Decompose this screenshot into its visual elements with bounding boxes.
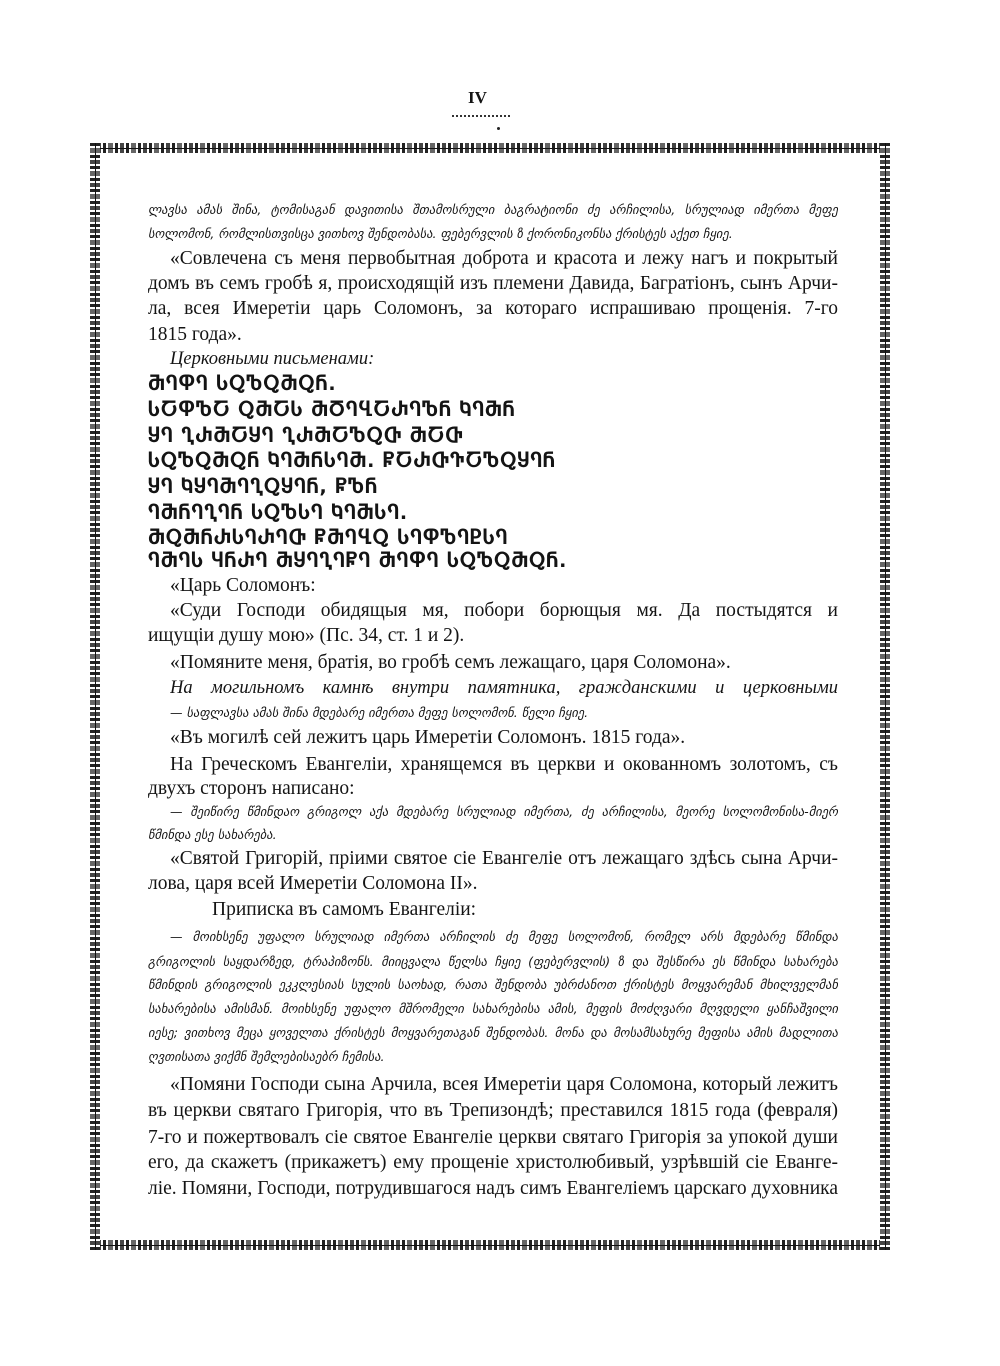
section-heading: Приписка въ самомъ Евангеліи: <box>212 899 477 920</box>
georgian-line: — საფლავსა ამას შინა მდებარე იმერთა მეფე სოლომონ. წელი ჩყიე. <box>170 705 589 720</box>
text-line: его, да скажетъ (прикажетъ) ему прощеніе христолюбивый, узрѣвшій сіе Еванге- <box>148 1152 838 1173</box>
ornamental-border-bottom <box>92 1240 888 1250</box>
georgian-line: სოლომონ, რომლისთვისცა ვითხოვ შენდობასა. ფებერვლის ზ ქორონიკონსა ქრისტეს აქეთ ჩყიე. <box>148 226 733 241</box>
georgian-line: წმინდა ესე სახარება. <box>148 827 277 842</box>
georgian-line: იესე; ვითხოვ მეცა ყოველთა ქრისტეს მოყვარეთაგან შენდობას. მონა და მოსამსახურე მეფისა ამის მადლითა <box>148 1025 838 1040</box>
text-line: «Царь Соломонъ: <box>170 575 316 596</box>
georgian-line: — მოიხსენე უფალო სრულიად იმერთა არჩილის ძე მეფე სოლომონ, რომელ არს მდებარე წმინდა <box>170 929 838 944</box>
text-line: ищущіи душу мою» (Пс. 34, ст. 1 и 2). <box>148 625 465 646</box>
text-line: «Помяните меня, братія, во гробѣ семъ лежащаго, царя Соломона». <box>170 652 731 673</box>
text-line: «Помяни Господи сына Арчила, всея Имеретіи царя Соломона, который лежитъ <box>170 1074 838 1095</box>
text-line: въ церкви святаго Григорія, что въ Трепизондѣ; преставился 1815 года (февраля) <box>148 1100 838 1121</box>
text-line: «Совлечена съ меня первобытная доброта и красота и лежу нагъ и покрытый <box>170 248 838 269</box>
church-script-line: ႫႤႴႤ ႱႭႪႭႫႭႬ. <box>148 373 337 395</box>
page-number-underline <box>452 112 510 117</box>
church-script-line: ႸႤ ႢႰႫႠႸႤ ႢႰႫႠႪႭႧ ႫႠႧ <box>148 425 464 447</box>
text-line: лова, царя всей Имеретіи Соломона II». <box>148 873 478 894</box>
georgian-line: წმინდის გრიგოლის ეკკლესიას სულის საოხად, რათა შენდობა უბრძანოთ ქრისტეს მოყვარემან მხილველმან <box>148 977 838 992</box>
ornament-dot <box>497 127 500 130</box>
ornamental-border-left <box>90 143 100 1250</box>
georgian-line: ლავსა ამას შინა, ტომისაგან დავითისა შთამოსრული ბაგრატიონი ძე არჩილისა, სრულიად იმერთა მეფე <box>148 202 838 217</box>
georgian-line: ღვთისათა ვიქმნ შემლებისაებრ ჩემისა. <box>148 1049 385 1064</box>
church-script-line: ႱႭႪႭႫႭႬ ႩႤႫႬႱႤႫ. ႼႠႰႧႥႠႪႭႸႤႬ <box>148 450 556 472</box>
ornamental-border-right <box>880 143 890 1250</box>
church-script-line: ႤႫႬႤႢႤႬ ႱႭႪႱႤ ႩႤႫႱႤ. <box>148 502 409 524</box>
georgian-line: გრიგოლის საყდარზედ, ტრაპიზონს. მიიცვალა წელსა ჩყიე (ფებერვლის) ზ და შესწირა ეს წმინდა სახარება <box>148 954 838 969</box>
text-line: На Греческомъ Евангеліи, хранящемся въ церкви и окованномъ золотомъ, съ <box>170 754 838 775</box>
text-line: двухъ сторонъ написано: <box>148 778 355 799</box>
ornamental-border-top <box>92 143 888 153</box>
church-script-line: ႱႠႴႪႠ ႭႫႠႱ ႫႣႤႡႠႰႤႪႬ ႩႤႫႬ <box>148 399 516 421</box>
text-line: ліе. Помяни, Господи, потрудившагося надъ симъ Евангеліемъ царскаго духовника <box>148 1178 838 1199</box>
georgian-line: — შეიწირე წმინდაო გრიგოლ აქა მდებარე სრულიად იმერთა, ძე არჩილისა, მეორე სოლომონისა-მიერ <box>170 804 838 819</box>
text-line: ла, всея Имеретіи царь Соломонъ, за котораго испрашиваю прощенія. 7-го <box>148 298 838 319</box>
section-heading: Церковными письменами: <box>170 349 375 369</box>
page-number: IV <box>468 88 487 107</box>
church-script-line: ႫႭႫႬႰႱႤႰႤႧ ႼႫႤႡႭ ႱႤႴႪႤႲႱႤ <box>148 527 509 549</box>
section-heading: На могильномъ камнѣ внутри памятника, гражданскими и церковными <box>170 678 838 698</box>
text-line: 7-го и пожертвовалъ сіе святое Евангеліе церкви святаго Григорія за упокой души <box>148 1127 838 1148</box>
church-script-line: ႸႤ ႩႸႤႫႤႢႭႸႤႬ, ႼႪႬ <box>148 476 378 498</box>
text-line: «Святой Григорій, пріими святое сіе Евангеліе отъ лежащаго здѣсь сына Арчи- <box>170 848 838 869</box>
text-line: «Въ могилѣ сей лежитъ царь Имеретіи Соломонъ. 1815 года». <box>170 727 686 748</box>
text-line: «Суди Господи обидящыя мя, побори борющыя мя. Да постыдятся и <box>170 600 838 621</box>
church-script-line: ႤႫႤႱ ႷႬႰႤ ႫႸႤႢႤႼႤ ႫႤႴႤ ႱႭႪႭႫႭႬ. <box>148 550 568 572</box>
text-line: домъ въ семъ гробѣ я, происходящій изъ племени Давида, Багратіонъ, сынъ Арчи- <box>148 273 838 294</box>
georgian-line: სახარებისა ამისმან. მოიხსენე უფალო მშრომელი სახარებისა ამის, მეფის მოძღვარი მღვდელი ყანჩაშვილი <box>148 1001 838 1016</box>
text-line: 1815 года». <box>148 324 242 345</box>
